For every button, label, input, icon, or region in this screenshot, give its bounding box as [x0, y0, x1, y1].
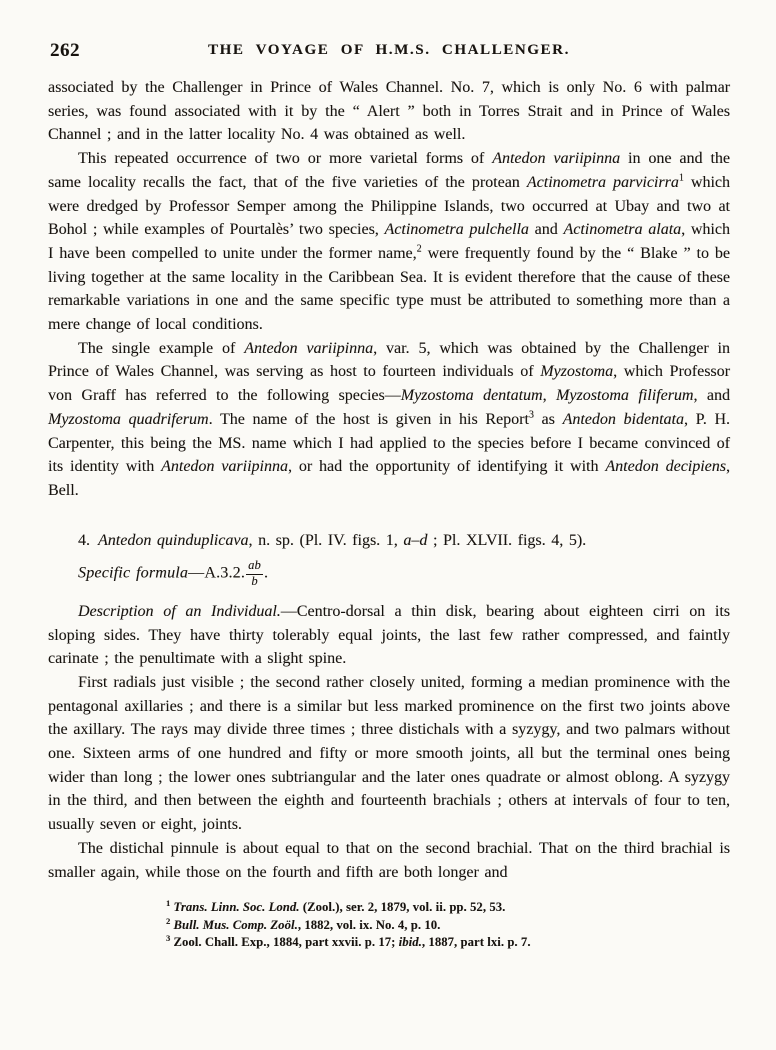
text-run: , n. sp. (Pl. IV. figs. 1,: [248, 531, 404, 549]
text-run: , P. H. Carpenter, this being the MS. name which I had applied to the species before I became convinced of its identity with: [48, 410, 731, 476]
italic-text: Specific formula: [78, 564, 189, 582]
footnote-reference: 2: [416, 243, 422, 255]
italic-text: Myzostoma: [540, 363, 614, 381]
italic-text: Description of an Individual.: [78, 602, 281, 620]
text-run: .: [264, 564, 269, 582]
italic-text: Actinometra pulchella: [384, 221, 529, 239]
footnote-reference: 3: [166, 933, 171, 944]
text-run: —A.3.2.: [188, 564, 246, 582]
italic-text: ibid.: [398, 935, 422, 950]
paragraph: [48, 76, 730, 147]
italic-text: d: [419, 531, 428, 549]
text-run: which were dredged by Professor Semper among the Philippine Islands, two occurred at Ubay and two at Bohol ; while examples of Pourtalès’ two species,: [48, 173, 731, 239]
footnote: [166, 917, 730, 935]
text-run: The single example of: [78, 339, 245, 357]
text-run: , Bell.: [48, 458, 731, 499]
text-run: (Zool.), ser. 2, 1879, vol. ii. pp. 52, 53.: [299, 900, 506, 915]
italic-text: a: [403, 531, 412, 549]
text-run: , which I have been compelled to unite under the former name,: [48, 221, 730, 262]
italic-text: Antedon variipinna: [492, 150, 621, 168]
text-run: , 1882, vol. ix. No. 4, p. 10.: [297, 917, 441, 932]
text-run: —Centro-dorsal a thin disk, bearing about eighteen cirri on its sloping sides. They have thirty tolerably equal joints, the last few rather compressed, and faintly carinate ; the penultimate with a slight spine.: [48, 602, 731, 668]
text-run: , 1887, part lxi. p. 7.: [421, 935, 531, 950]
footnote: [166, 899, 730, 917]
italic-text: Myzostoma dentatum: [400, 387, 543, 405]
text-run: associated by the Challenger in Prince of Wales Channel. No. 7, which is only No. 6 with palmar series, was found associated with it by the “ Alert ” both in Torres Strait and in Prince of Wales Channel ; and in the latter locality No. 4 was obtained as well.: [48, 79, 730, 144]
page-header: [48, 42, 730, 62]
text-run: 4.: [78, 531, 98, 549]
text-run: Zool. Chall. Exp., 1884, part xxvii. p. 17;: [170, 935, 399, 950]
text-run: , var. 5, which was obtained by the Challenger in Prince of Wales Channel, was serving as host to fourteen individuals of: [48, 339, 730, 381]
text-run: in one and the same locality recalls the fact, that of the five varieties of the protean: [48, 150, 730, 191]
text-run: , which Professor von Graff has referred to the following species—: [48, 363, 730, 405]
paragraph: [48, 600, 730, 671]
footnote-reference: 1: [166, 898, 171, 909]
text-run: ; Pl. XLVII. figs. 4, 5).: [427, 531, 587, 549]
paragraph: [48, 337, 730, 503]
italic-text: Antedon bidentata: [562, 410, 684, 428]
italic-text: Bull. Mus. Comp. Zoöl.: [173, 917, 298, 932]
footnote-reference: 2: [166, 915, 171, 926]
paragraph: [48, 671, 730, 837]
formula-fraction: $\frac{ab}{b}$: [248, 558, 261, 589]
italic-text: Myzostoma filiferum: [556, 387, 694, 405]
text-run: The distichal pinnule is about equal to that on the second brachial. That on the third brachial is smaller again, while those on the fourth and fifth are both longer and: [48, 839, 730, 881]
italic-text: Antedon variipinna: [161, 458, 288, 476]
specific-formula: [48, 559, 730, 589]
italic-text: Antedon variipinna: [244, 339, 374, 357]
paragraph: [48, 837, 730, 884]
text-run: First radials just visible ; the second rather closely united, forming a median prominence with the pentagonal axillaries ; and there is a similar but less marked prominence on the first two joints above the axillary. The rays may divide three times ; three distichals with a syzygy, and two palmars without one. Sixteen arms of one hundred and fifty or more smooth joints, all but the terminal ones being wider than long ; the lower ones subtriangular and the later ones quadrate or almost oblong. A syzygy in the third, and then between the eighth and fourteenth brachials ; others at intervals of four to ten, usually seven or eight, joints.: [48, 673, 730, 834]
italic-text: Trans. Linn. Soc. Lond.: [173, 900, 300, 915]
footnote-reference: 3: [528, 409, 534, 421]
page-number: 262: [50, 40, 80, 61]
italic-text: Antedon decipiens: [605, 458, 727, 476]
footnote: [166, 934, 730, 952]
text-run: –: [411, 531, 420, 549]
species-heading: [48, 529, 730, 553]
text-run: This repeated occurrence of two or more varietal forms of: [78, 150, 493, 168]
footnote-reference: 1: [678, 172, 684, 184]
italic-text: Actinometra parvicirra: [526, 173, 679, 191]
italic-text: Myzostoma quadriferum: [48, 410, 209, 428]
italic-text: Actinometra alata: [563, 221, 682, 239]
text-run: were frequently found by the “ Blake ” to be living together at the same locality in the Caribbean Sea. It is evident therefore that the cause of these remarkable variations in one and the same specific type must be attributed to something more than a mere change of local conditions.: [48, 244, 731, 334]
italic-text: Antedon quinduplicava: [98, 531, 249, 549]
footnotes: [48, 899, 730, 952]
paragraph: [48, 147, 730, 337]
text-run: as: [533, 410, 563, 428]
text-run: . The name of the host is given in his Report: [208, 410, 529, 428]
running-title: THE VOYAGE OF H.M.S. CHALLENGER.: [208, 42, 570, 58]
text-run: , and: [693, 387, 731, 405]
text-run: ,: [542, 387, 557, 405]
page-body: [48, 76, 730, 884]
text-run: and: [528, 221, 564, 239]
text-run: , or had the opportunity of identifying it with: [287, 458, 606, 476]
